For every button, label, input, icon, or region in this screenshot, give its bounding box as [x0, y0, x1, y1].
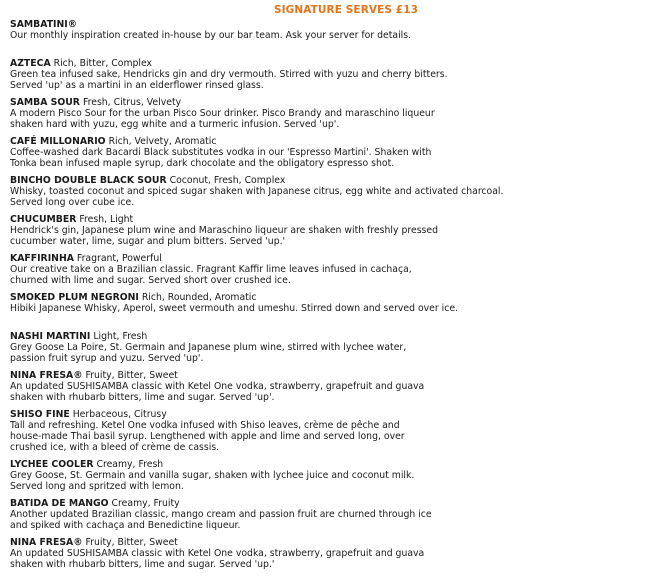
- cocktail-menu: [10, 20, 640, 577]
- menu-item-name: BATIDA DE MANGO: [10, 498, 109, 509]
- menu-item-description: passion fruit syrup and yuzu. Served 'up'.: [10, 352, 204, 364]
- menu-item-name: LYCHEE COOLER: [10, 459, 94, 470]
- menu-item-tasting-notes: Fruity, Bitter, Sweet: [85, 370, 178, 381]
- menu-item: [10, 59, 640, 98]
- menu-item-name: CAFÉ MILLONARIO: [10, 136, 106, 147]
- menu-item: [10, 410, 640, 460]
- menu-item-description: Another updated Brazilian classic, mango cream and passion fruit are churned through ice: [10, 508, 432, 520]
- menu-item-description: A modern Pisco Sour for the urban Pisco Sour drinker. Pisco Brandy and maraschino liqueur: [10, 107, 435, 119]
- menu-item-description: shaken with rhubarb bitters, lime and sugar. Served 'up'.: [10, 391, 275, 403]
- menu-item-tasting-notes: Coconut, Fresh, Complex: [169, 175, 286, 186]
- menu-item-description: An updated SUSHISAMBA classic with Ketel One vodka, strawberry, grapefruit and guava: [10, 380, 425, 392]
- menu-item-name: SHISO FINE: [10, 409, 70, 420]
- menu-item-description: churned with lime and sugar. Served short over crushed ice.: [10, 274, 291, 286]
- menu-item-description: shaken hard with yuzu, egg white and a turmeric infusion. Served 'up'.: [10, 118, 340, 130]
- menu-item-name: BINCHO DOUBLE BLACK SOUR: [10, 175, 167, 186]
- menu-item-tasting-notes: Fruity, Bitter, Sweet: [85, 537, 178, 548]
- menu-item: [10, 332, 640, 371]
- menu-item-name: KAFFIRINHA: [10, 253, 74, 264]
- menu-item-description: crushed ice, with a bleed of crème de cassis.: [10, 441, 220, 453]
- menu-item-tasting-notes: Rich, Bitter, Complex: [53, 58, 153, 69]
- menu-item-description: An updated SUSHISAMBA classic with Ketel One vodka, strawberry, grapefruit and guava: [10, 547, 425, 559]
- menu-heading: SIGNATURE SERVES £13: [273, 4, 419, 16]
- menu-item-name: NASHI MARTINI: [10, 331, 91, 342]
- menu-item-description: Our monthly inspiration created in-house by our bar team. Ask your server for details.: [10, 29, 412, 41]
- menu-item-description: Grey Goose, St. Germain and vanilla sugar, shaken with lychee juice and coconut milk.: [10, 469, 415, 481]
- menu-item: [10, 499, 640, 538]
- menu-item: [10, 137, 640, 176]
- menu-item: [10, 20, 640, 59]
- menu-item: [10, 460, 640, 499]
- menu-item-description: Grey Goose La Poire, St. Germain and Japanese plum wine, stirred with lychee water,: [10, 341, 407, 353]
- menu-item: [10, 176, 640, 215]
- menu-item-tasting-notes: Creamy, Fresh: [96, 459, 164, 470]
- menu-item-description: Tall and refreshing. Ketel One vodka infused with Shiso leaves, crème de pêche and: [10, 419, 400, 431]
- menu-item-description: Green tea infused sake, Hendricks gin and dry vermouth. Stirred with yuzu and cherry bitters.: [10, 68, 448, 80]
- menu-item-description: cucumber water, lime, sugar and plum bitters. Served 'up.': [10, 235, 286, 247]
- menu-item-name: SAMBATINI®: [10, 19, 78, 30]
- menu-item-name: NINA FRESA®: [10, 370, 83, 381]
- menu-item-description: Served long over cube ice.: [10, 196, 135, 208]
- menu-item-description: Our creative take on a Brazilian classic. Fragrant Kaffir lime leaves infused in cachaça,: [10, 263, 412, 275]
- menu-item-name: SMOKED PLUM NEGRONI: [10, 292, 139, 303]
- menu-item-description: Coffee-washed dark Bacardi Black substitutes vodka in our 'Espresso Martini'. Shaken with: [10, 146, 432, 158]
- menu-item-description: Tonka bean infused maple syrup, dark chocolate and the obligatory espresso shot.: [10, 157, 395, 169]
- menu-item-description: Hendrick's gin, Japanese plum wine and Maraschino liqueur are shaken with freshly pressed: [10, 224, 439, 236]
- menu-item-name: CHUCUMBER: [10, 214, 77, 225]
- menu-item-tasting-notes: Fresh, Light: [79, 214, 134, 225]
- menu-item-description: house-made Thai basil syrup. Lengthened with apple and lime and served long, over: [10, 430, 405, 442]
- menu-item-description: and spiked with cachaça and Benedictine liqueur.: [10, 519, 241, 531]
- menu-item: [10, 371, 640, 410]
- menu-item: [10, 254, 640, 293]
- menu-item-tasting-notes: Fresh, Citrus, Velvety: [82, 97, 182, 108]
- menu-item: [10, 293, 640, 332]
- menu-item-description: shaken with rhubarb bitters, lime and sugar. Served 'up.': [10, 558, 275, 570]
- menu-item-tasting-notes: Herbaceous, Citrusy: [72, 409, 167, 420]
- menu-item-tasting-notes: Rich, Velvety, Aromatic: [108, 136, 217, 147]
- menu-item-tasting-notes: Light, Fresh: [93, 331, 148, 342]
- menu-item-name: NINA FRESA®: [10, 537, 83, 548]
- menu-item-tasting-notes: Rich, Rounded, Aromatic: [141, 292, 257, 303]
- menu-item: [10, 538, 640, 577]
- menu-item-name: AZTECA: [10, 58, 51, 69]
- menu-item-tasting-notes: Fragrant, Powerful: [76, 253, 162, 264]
- menu-item: [10, 215, 640, 254]
- menu-item: [10, 98, 640, 137]
- menu-item-description: Served 'up' as a martini in an elderflower rinsed glass.: [10, 79, 264, 91]
- menu-item-description: Hibiki Japanese Whisky, Aperol, sweet vermouth and umeshu. Stirred down and served over ice.: [10, 302, 459, 314]
- menu-item-name: SAMBA SOUR: [10, 97, 80, 108]
- menu-item-description: Whisky, toasted coconut and spiced sugar shaken with Japanese citrus, egg white and activated charcoal.: [10, 185, 504, 197]
- menu-item-description: Served long and spritzed with lemon.: [10, 480, 184, 492]
- menu-item-tasting-notes: Creamy, Fruity: [111, 498, 180, 509]
